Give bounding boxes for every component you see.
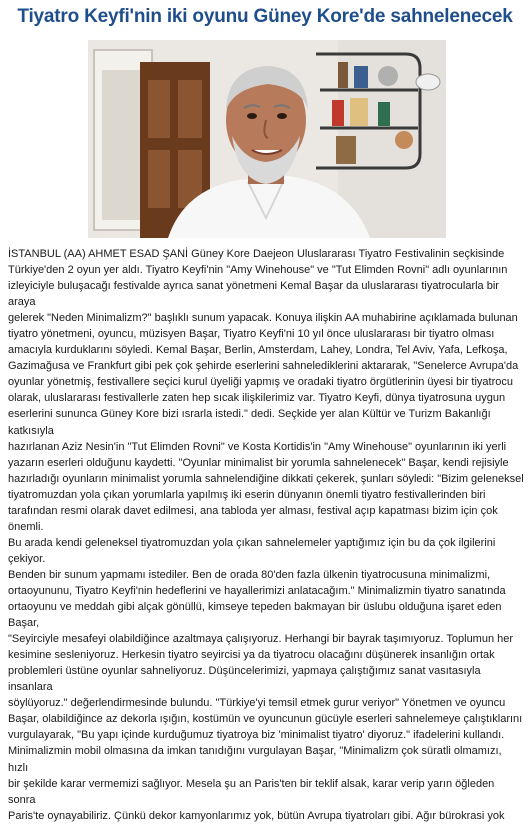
article-line: olarak, uluslararası festivallerle zaten hep sıcak ilişkilerimiz var. Tiyatro Keyfi, dünya tiyatrosuna uygun (8, 392, 506, 405)
article-line: Minimalizmin mobil olmasına da imkan tanıdığını vurgulayan Başar, "Minimalizm çok süratli olmamızı, hızlı (8, 745, 502, 774)
article-line: izleyiciyle buluşacağı festivalde ayrıca sanat yönetmeni Kemal Başar da uluslararası tiyatrocularla bir araya (8, 280, 499, 309)
article-line: Gazimağusa ve Frankfurt gibi pek çok şehirde eserlerini sahnelediklerini aktararak, "Senelerce Avrupa'da (8, 360, 519, 373)
article-line: ortaoyunu ve meddah gibi alçak gönüllü, kimseye tepeden bakmayan bir üslubu olduğuna işaret eden Başar, (8, 601, 502, 630)
article-photo (88, 40, 446, 238)
article-line: söylüyoruz." değerlendirmesinde bulundu. "Türkiye'yi temsil etmek gurur veriyor" Yönetmen ve oyuncu (8, 697, 506, 710)
article-line: tiyatro yönetmeni, oyuncu, müzisyen Başar, Tiyatro Keyfi'ni 10 yıl önce uluslararası bir tiyatro olması (8, 328, 495, 341)
article-line: Başar, olabildiğince az dekorla ışığın, kostümün ve oyuncunun gücüyle eserleri sahnelemeye çalıştıklarını (8, 713, 523, 726)
article-line: Benden bir sunum yapmamı istediler. Ben de orada 80'den fazla ülkenin tiyatrocusuna minimalizmi, (8, 568, 491, 581)
article-line: oyunlar yönetmiş, festivallere seçici kurul üyeliği yapmış ve oradaki tiyatro örgütlerinin üyesi bir tiyatrocu (8, 376, 513, 389)
article-line: gelerek "Neden Minimalizm?" başlıklı sunum yapacak. Konuya ilişkin AA muhabirine açıklamada bulunan (8, 312, 518, 325)
article-line: hazırladığı oyunların minimalist yorumla sahnelendiğine dikkati çekerek, şunları söyledi: "Bizim geleneksel (8, 472, 524, 485)
article-line: vurgulayarak, "Bu yapı içinde kurduğumuz tiyatroya biz 'minimalist tiyatro' diyoruz." ifadelerini kullandı. (8, 729, 505, 742)
article-line: Paris'te oynayabiliriz. Çünkü dekor kamyonlarımız yok, bütün Avrupa tiyatroları gibi. Ağır bürokrasi yok (8, 809, 505, 822)
article-line: Güney Kore Daejeon Uluslararası Tiyatro Festivalinin seçkisinde (188, 248, 505, 260)
article-line: Bu arada kendi geleneksel tiyatromuzdan yola çıkan sahnelemeler yaptığımız için bu da çok ilgilerini çekiyor. (8, 536, 496, 565)
article-line: yazarın eserleri olduğunu kaydetti. "Oyunlar minimalist bir yorumla sahnelenecek" Başar, kendi rejisiyle (8, 456, 509, 469)
article-line: Türkiye'den 2 oyun yer aldı. Tiyatro Keyfi'nin "Amy Winehouse" ve "Tut Elimden Rovni" adlı oyunlarının (8, 264, 508, 277)
article-dateline: İSTANBUL (AA) AHMET ESAD ŞANİ (8, 248, 189, 260)
article-line: tiyatromuzdan yola çıkan yorumlarla yapılmış iki eserin dünyanın önemli tiyatro festivallerinden biri (8, 488, 486, 501)
article-line: "Seyirciyle mesafeyi olabildiğince azaltmaya çalışıyoruz. Herhangi bir bayrak taşımıyoruz. Toplumun her (8, 633, 514, 646)
article-line: eserlerini sununca Güney Kore bizi ısrarla istedi." dedi. Seçkide yer alan Kültür ve Turizm Bakanlığı katkısıyla (8, 408, 491, 437)
article-body (8, 246, 524, 824)
article-line: ortaoyununu, Tiyatro Keyfi'nin hedeflerini ve hayallerimizi anlatacağım." Minimalizmin tiyatro sanatında (8, 584, 506, 597)
article-line: bir şekilde karar vermemizi sağlıyor. Mesela şu an Paris'ten bir teklif alsak, karar verip yarın öğleden sonra (8, 777, 495, 806)
article-headline: Tiyatro Keyfi'nin iki oyunu Güney Kore'de sahnelenecek (17, 6, 513, 27)
article-line: hazırlanan Aziz Nesin'in "Tut Elimden Rovni" ve Kosta Kortidis'in "Amy Winehouse" oyunlarının iki yerli (8, 440, 507, 453)
article-line: amacıyla kurduklarını söyledi. Kemal Başar, Berlin, Amsterdam, Lahey, Londra, Tel Aviv, Yafa, Lefkoşa, (8, 344, 508, 357)
article-line: kesimine sesleniyoruz. Herkesin tiyatro seyircisi ya da tiyatrocu olacağını düşünerek insanlığın ortak (8, 649, 495, 662)
article-line: tarafından resmi olarak davet edilmesi, ana tabloda yer alması, festival açıp kapatması bizim için çok önemli. (8, 504, 498, 533)
article-line: problemleri üstüne oyunlar sahneliyoruz. Düşüncelerimizi, yapmaya çalıştığımız sanat vasıtasıyla insanlara (8, 665, 481, 694)
